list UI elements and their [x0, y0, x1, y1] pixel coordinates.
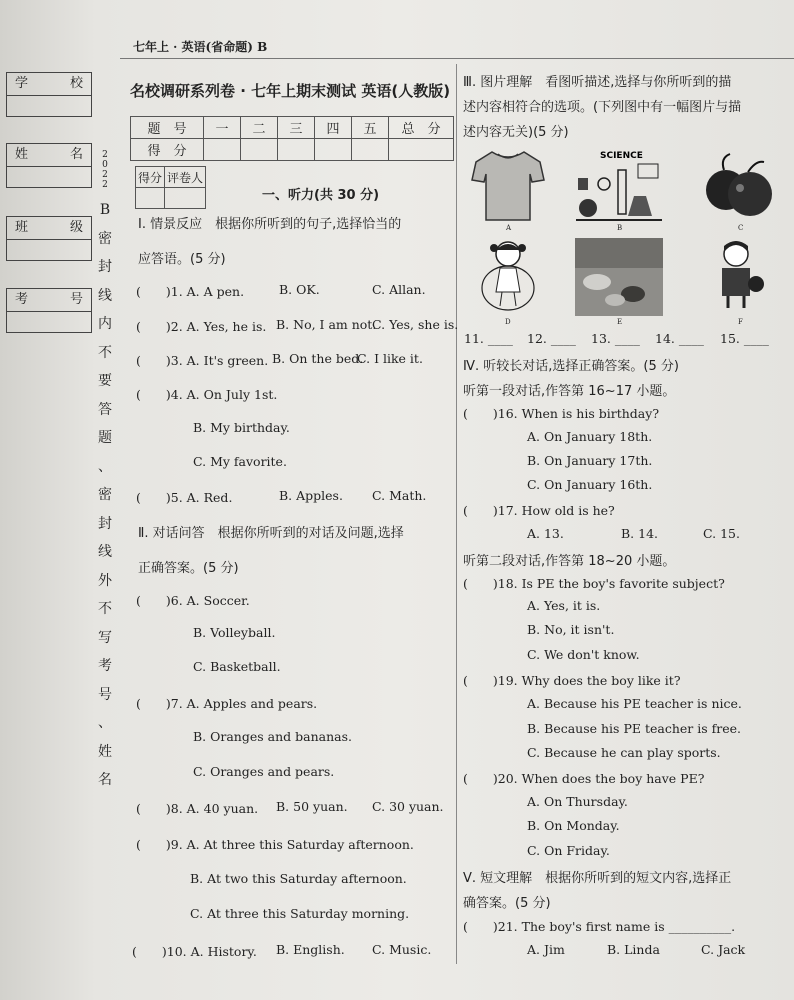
seal-char: 、: [98, 715, 112, 731]
q2-option-c: C. Yes, she is.: [372, 317, 459, 332]
answer-blank-11[interactable]: 11. ____: [464, 331, 513, 346]
name-field: [6, 143, 92, 188]
column-divider: [456, 64, 457, 964]
q9-option-c: C. At three this Saturday morning.: [190, 906, 410, 921]
q2-option-b: B. No, I am not.: [276, 317, 377, 332]
section-3-title-end: 述内容无关)(5 分): [463, 125, 569, 140]
picture-label-f: F: [738, 318, 743, 326]
part-one-title: 一、听力(共 30 分): [262, 188, 380, 203]
apples-picture: [700, 148, 776, 224]
q9-option-b: B. At two this Saturday afternoon.: [190, 871, 407, 886]
class-field: [6, 216, 92, 261]
q6-option-c: C. Basketball.: [193, 659, 281, 674]
question-3: ( )3. A. It's green.: [136, 353, 269, 368]
exam-number-field: [6, 288, 92, 333]
q16-option-b: B. On January 17th.: [527, 453, 653, 468]
question-9: ( )9. A. At three this Saturday afternoon.: [136, 837, 414, 852]
class-input-area[interactable]: [7, 240, 91, 260]
school-field: [6, 72, 92, 117]
q4-option-c: C. My favorite.: [193, 454, 287, 469]
question-20: ( )20. When does the boy have PE?: [463, 771, 705, 786]
question-7: ( )7. A. Apples and pears.: [136, 696, 318, 711]
header-rule: [120, 58, 794, 59]
section-1-title-cont: 应答语。(5 分): [138, 252, 226, 267]
grader-name-label: 评卷人: [165, 167, 206, 188]
year-mark: 2022: [102, 150, 108, 190]
q7-option-b: B. Oranges and bananas.: [193, 729, 352, 744]
q7-option-c: C. Oranges and pears.: [193, 764, 335, 779]
section-3-title-cont: 述内容相符合的选项。(下列图中有一幅图片与描: [463, 100, 742, 115]
question-21: ( )21. The boy's first name is __________.: [463, 919, 736, 934]
q21-option-b: B. Linda: [607, 942, 660, 957]
section-5-title-cont: 确答案。(5 分): [463, 896, 551, 911]
q18-option-b: B. No, it isn't.: [527, 622, 615, 637]
seal-char: 密: [98, 230, 112, 247]
q16-option-a: A. On January 18th.: [527, 429, 653, 444]
question-4: ( )4. A. On July 1st.: [136, 387, 278, 402]
seal-char: 考: [98, 658, 112, 674]
seal-line-notice: [97, 150, 113, 795]
question-18: ( )18. Is PE the boy's favorite subject?: [463, 576, 725, 591]
seal-char: 名: [98, 772, 112, 788]
photo-picture: [575, 238, 663, 316]
seal-char: 题: [98, 430, 112, 446]
exam-title: 名校调研系列卷 · 七年上期末测试 英语(人教版): [130, 82, 451, 100]
question-17: ( )17. How old is he?: [463, 503, 615, 518]
section-5-title: Ⅴ. 短文理解 根据你所听到的短文内容,选择正: [463, 871, 732, 886]
score-cell[interactable]: [352, 139, 389, 161]
q18-option-a: A. Yes, it is.: [527, 598, 601, 613]
q5-option-c: C. Math.: [372, 488, 427, 503]
seal-char: 封: [98, 515, 112, 532]
seal-char: B: [99, 202, 111, 218]
seal-char: 密: [98, 487, 112, 503]
q10-option-c: C. Music.: [372, 942, 432, 957]
class-label-1: 班: [15, 220, 29, 235]
seal-char: 写: [98, 629, 112, 646]
score-row-label: 得 分: [131, 139, 204, 161]
question-5: ( )5. A. Red.: [136, 490, 233, 505]
q8-option-b: B. 50 yuan.: [276, 799, 348, 814]
question-8: ( )8. A. 40 yuan.: [136, 801, 259, 816]
science-picture: [574, 148, 664, 224]
score-header-cell: 四: [315, 117, 352, 139]
question-2: ( )2. A. Yes, he is.: [136, 319, 267, 334]
class-label-2: 级: [69, 220, 83, 235]
seal-char: 不: [98, 601, 112, 617]
q10-option-b: B. English.: [276, 942, 345, 957]
exam-number-label-2: 号: [69, 292, 83, 307]
picture-label-e: E: [617, 318, 623, 326]
seal-char: 线: [98, 544, 112, 560]
section-4-title: Ⅳ. 听较长对话,选择正确答案。(5 分): [463, 359, 679, 374]
seal-char: 外: [98, 572, 112, 589]
q6-option-b: B. Volleyball.: [193, 625, 276, 640]
score-header-cell: 二: [241, 117, 278, 139]
question-10: ( )10. A. History.: [132, 944, 257, 959]
school-label-1: 学: [15, 76, 29, 91]
score-header-cell: 一: [204, 117, 241, 139]
science-text: SCIENCE: [600, 151, 643, 161]
answer-blank-13[interactable]: 13. ____: [591, 331, 640, 346]
score-header-cell: 总 分: [389, 117, 454, 139]
seal-char: 号: [98, 686, 112, 703]
picture-label-a: A: [506, 224, 512, 232]
section-3-title: Ⅲ. 图片理解 看图听描述,选择与你所听到的描: [463, 75, 732, 90]
dialogue-1-intro: 听第一段对话,作答第 16~17 小题。: [463, 384, 676, 399]
q20-option-b: B. On Monday.: [527, 818, 620, 833]
q21-option-a: A. Jim: [527, 942, 565, 957]
score-table: [130, 116, 454, 161]
boy-with-ball-picture: [708, 238, 768, 318]
q3-option-c: C. I like it.: [357, 351, 423, 366]
q17-option-b: B. 14.: [621, 526, 659, 541]
seal-char: 线: [98, 287, 112, 304]
q16-option-c: C. On January 16th.: [527, 477, 653, 492]
q20-option-c: C. On Friday.: [527, 843, 610, 858]
q3-option-b: B. On the bed.: [272, 351, 364, 366]
section-1-title: Ⅰ. 情景反应 根据你所听到的句子,选择恰当的: [138, 217, 402, 232]
q17-option-a: A. 13.: [527, 526, 564, 541]
seal-char: 封: [98, 259, 112, 275]
seal-char: 内: [98, 316, 112, 332]
grader-table: [135, 166, 206, 209]
score-cell[interactable]: [278, 139, 315, 161]
question-16: ( )16. When is his birthday?: [463, 406, 660, 421]
score-header-cell: 题 号: [131, 117, 204, 139]
q20-option-a: A. On Thursday.: [527, 794, 628, 809]
picture-label-d: D: [505, 318, 511, 326]
score-cell[interactable]: [204, 139, 241, 161]
answer-blank-14[interactable]: 14. ____: [655, 331, 704, 346]
exam-number-label-1: 考: [15, 292, 29, 307]
school-input-area[interactable]: [7, 96, 91, 116]
section-2-title: Ⅱ. 对话问答 根据你所听到的对话及问题,选择: [138, 526, 404, 541]
q1-option-c: C. Allan.: [372, 282, 426, 297]
grader-score-cell[interactable]: [136, 188, 165, 209]
q8-option-c: C. 30 yuan.: [372, 799, 444, 814]
grader-score-label: 得分: [136, 167, 165, 188]
q18-option-c: C. We don't know.: [527, 647, 640, 662]
exam-number-input-area[interactable]: [7, 312, 91, 332]
name-label-2: 名: [69, 147, 83, 162]
section-2-title-cont: 正确答案。(5 分): [138, 561, 239, 576]
answer-blank-12[interactable]: 12. ____: [527, 331, 576, 346]
score-header-cell: 五: [352, 117, 389, 139]
girl-skipping-picture: [478, 238, 538, 318]
running-header: 七年上 · 英语(省命题) B: [133, 40, 268, 54]
seal-char: 姓: [98, 743, 112, 760]
picture-label-c: C: [738, 224, 744, 232]
q21-option-c: C. Jack: [701, 942, 746, 957]
picture-label-b: B: [617, 224, 623, 232]
question-1: ( )1. A. A pen.: [136, 284, 245, 299]
seal-char: 答: [98, 401, 112, 418]
question-6: ( )6. A. Soccer.: [136, 593, 250, 608]
score-cell[interactable]: [315, 139, 352, 161]
tshirt-picture: [470, 148, 546, 224]
name-input-area[interactable]: [7, 167, 91, 187]
answer-blank-15[interactable]: 15. ____: [720, 331, 769, 346]
question-19: ( )19. Why does the boy like it?: [463, 673, 681, 688]
school-label-2: 校: [69, 76, 83, 91]
q19-option-b: B. Because his PE teacher is free.: [527, 721, 741, 736]
q19-option-a: A. Because his PE teacher is nice.: [527, 696, 742, 711]
score-cell[interactable]: [389, 139, 454, 161]
q17-option-c: C. 15.: [703, 526, 740, 541]
seal-char: 不: [98, 344, 112, 361]
q1-option-b: B. OK.: [279, 282, 320, 297]
seal-char: 、: [98, 458, 112, 475]
q4-option-b: B. My birthday.: [193, 420, 290, 435]
dialogue-2-intro: 听第二段对话,作答第 18~20 小题。: [463, 554, 676, 569]
score-cell[interactable]: [241, 139, 278, 161]
score-header-cell: 三: [278, 117, 315, 139]
q5-option-b: B. Apples.: [279, 488, 343, 503]
grader-name-cell[interactable]: [165, 188, 206, 209]
seal-char: 要: [98, 373, 112, 389]
name-label-1: 姓: [15, 147, 29, 162]
q19-option-c: C. Because he can play sports.: [527, 745, 721, 760]
